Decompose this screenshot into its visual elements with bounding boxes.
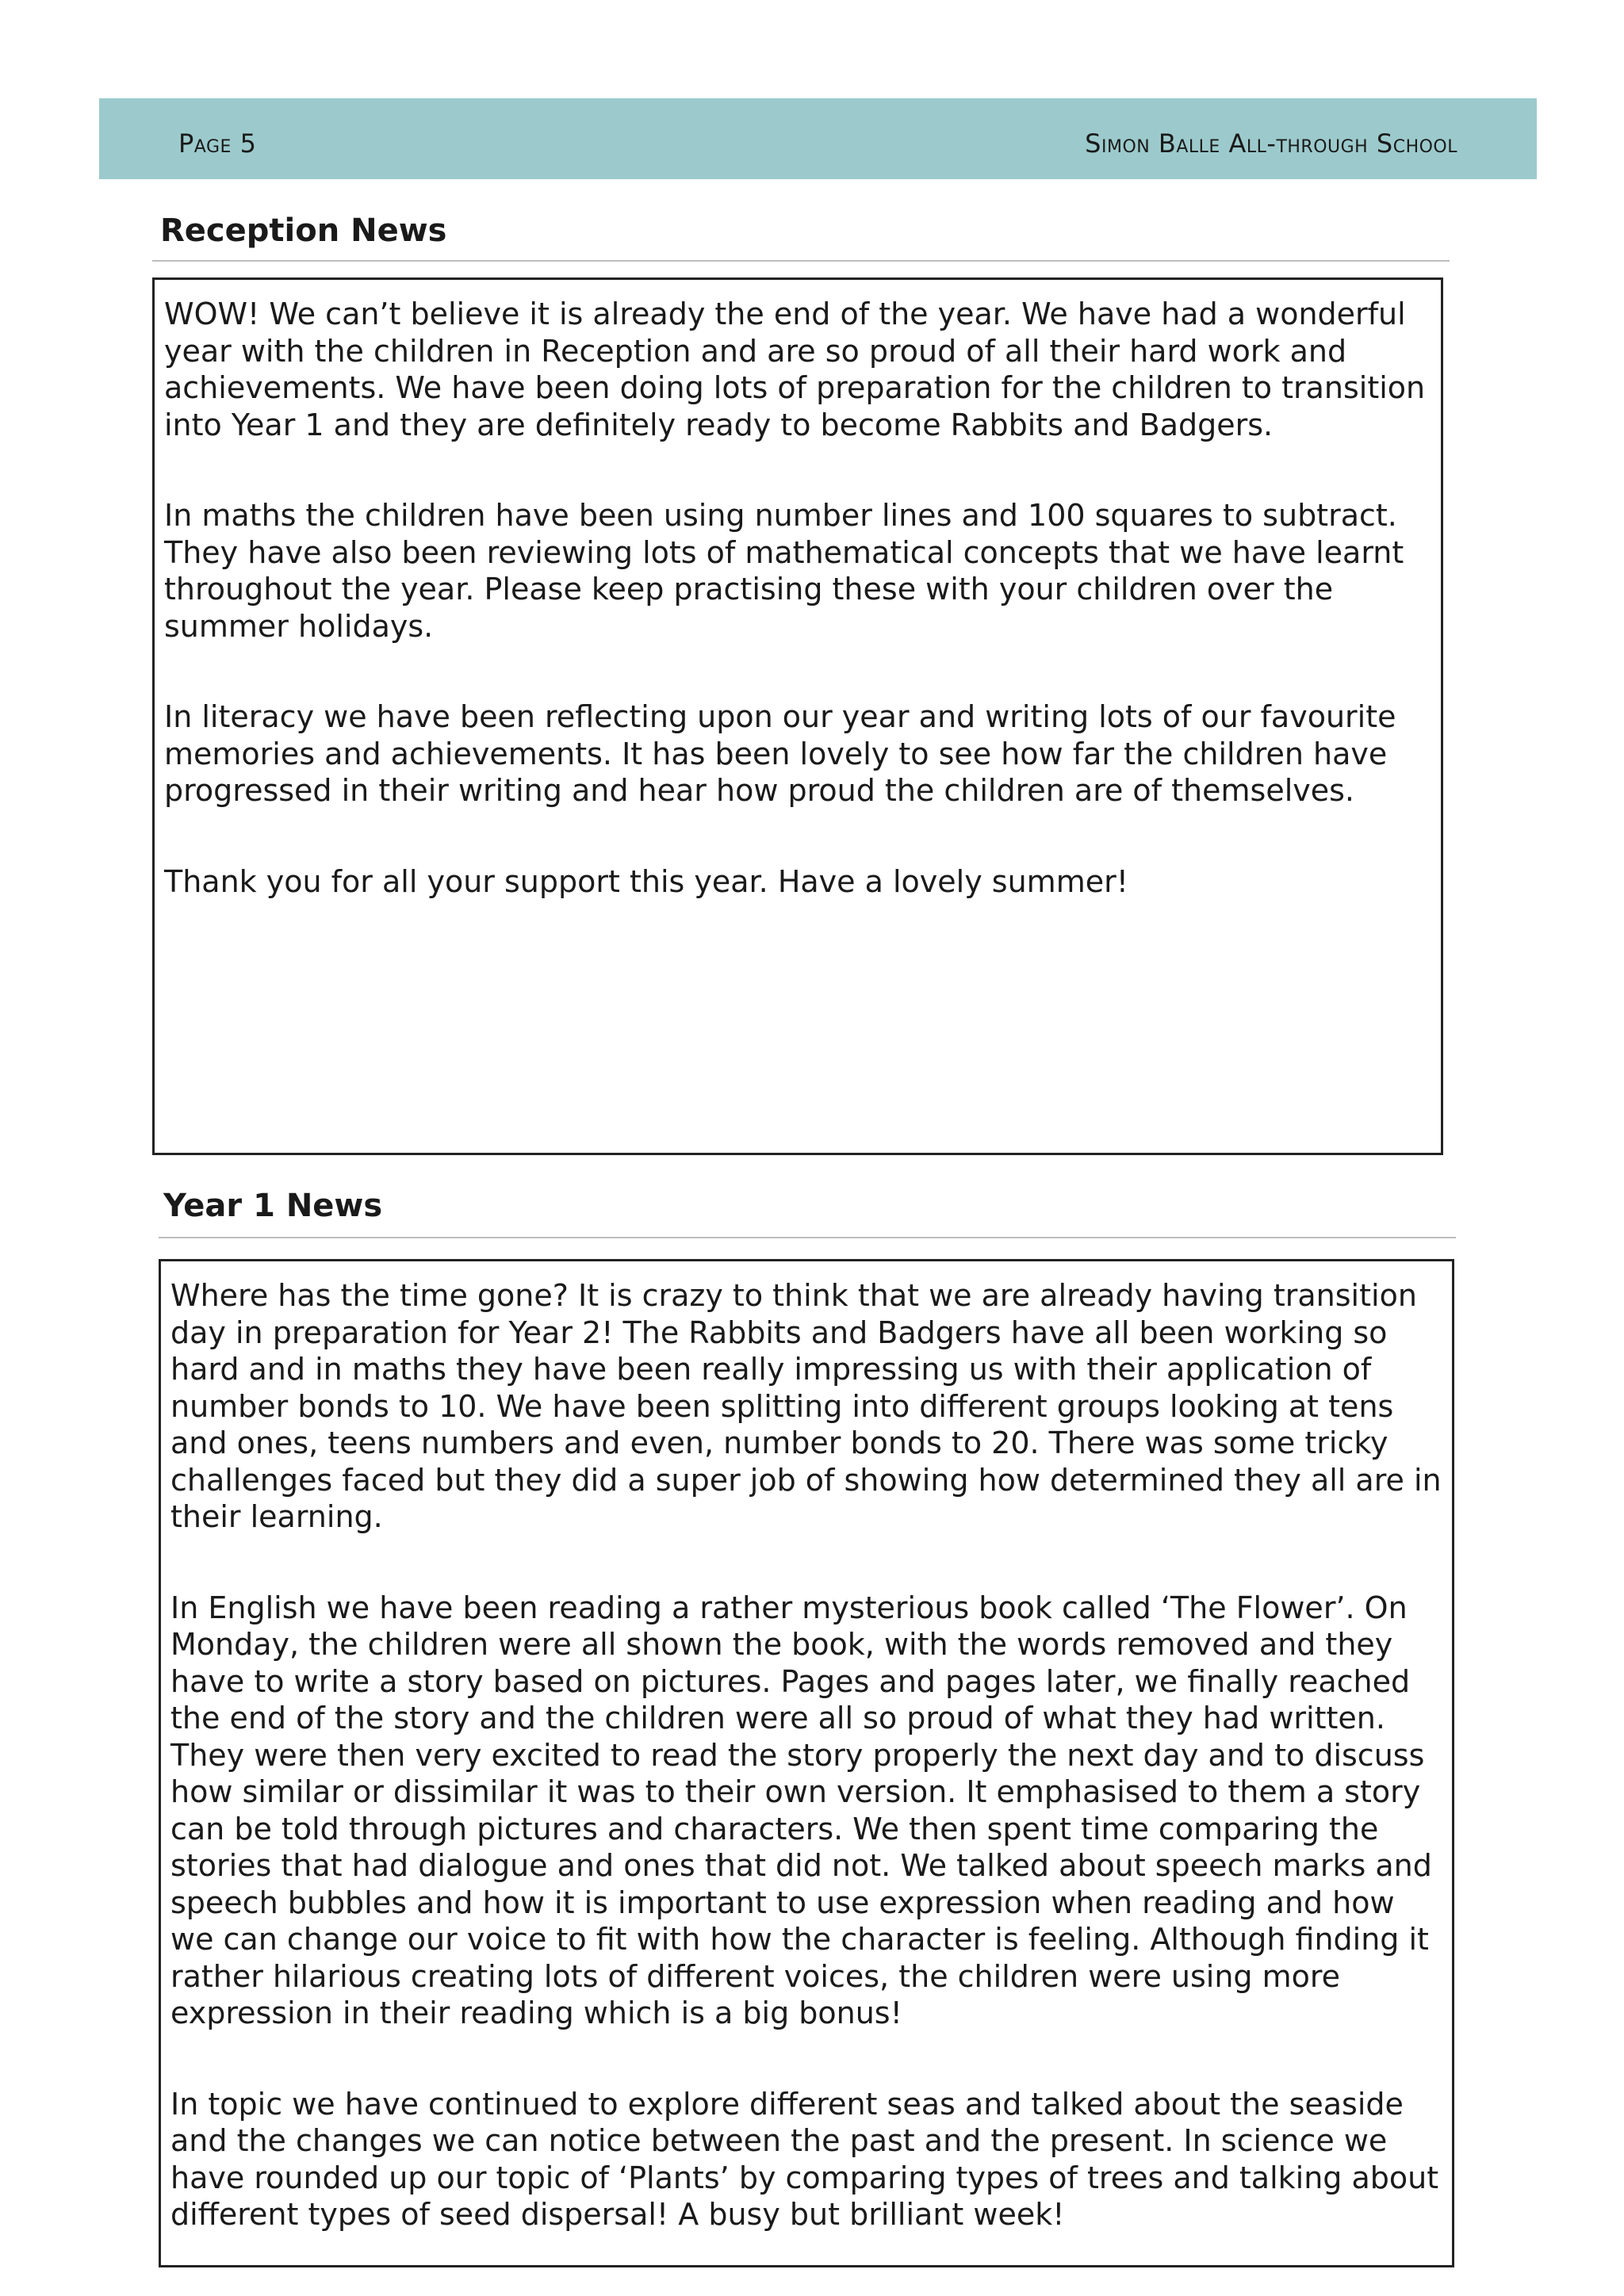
school-name: Simon Balle All-through School bbox=[1085, 128, 1457, 159]
reception-divider bbox=[152, 260, 1450, 262]
year1-paragraph-1: Where has the time gone? It is crazy to think that we are already having transition day in preparation for Year 2! The Rabbits and Badgers have all been working so hard and in maths they have been really impressing us with their application of number bonds to 10. We have been splitting into different groups looking at tens and ones, teens numbers and even, number bonds to 20. There was some tricky challenges faced but they did a super job of showing how determined they all are in their learning. bbox=[170, 1278, 1442, 1534]
page-header bbox=[99, 98, 1537, 179]
page-number: Page 5 bbox=[178, 128, 257, 159]
year1-paragraph-2: In English we have been reading a rather mysterious book called ‘The Flower’. On Monday, the children were all shown the book, with the words removed and they have to write a story based on pictures. Pages and pages later, we finally reached the end of the story and the children were all so proud of what they had written. They were then very excited to read the story properly the next day and to discuss how similar or dissimilar it was to their own version. It emphasised to them a story can be told through pictures and characters. We then spent time comparing the stories that had dialogue and ones that did not. We talked about speech marks and speech bubbles and how it is important to use expression when reading and how we can change our voice to fit with how the character is feeling. Although finding it rather hilarious creating lots of different voices, the children were using more expression in their reading which is a big bonus! bbox=[170, 1590, 1432, 2030]
year1-paragraph-3: In topic we have continued to explore different seas and talked about the seaside and the changes we can notice between the past and the present. In science we have rounded up our topic of ‘Plants’ by comparing types of trees and talking about different types of seed dispersal! A busy but brilliant week! bbox=[170, 2086, 1439, 2232]
reception-paragraph-3: In literacy we have been reflecting upon our year and writing lots of our favourite memories and achievements. It has been lovely to see how far the children have progressed in their writing and hear how proud the children are of themselves. bbox=[164, 699, 1396, 808]
reception-news-box bbox=[152, 277, 1443, 1155]
reception-paragraph-2: In maths the children have been using number lines and 100 squares to subtract. They have also been reviewing lots of mathematical concepts that we have learnt throughout the year. Please keep practising these with your children over the summer holidays. bbox=[164, 498, 1404, 644]
year1-divider bbox=[159, 1237, 1456, 1238]
reception-paragraph-4: Thank you for all your support this year. Have a lovely summer! bbox=[164, 863, 1128, 899]
reception-news-title: Reception News bbox=[160, 212, 447, 249]
year1-news-title: Year 1 News bbox=[163, 1188, 383, 1224]
year1-news-box bbox=[159, 1259, 1454, 2267]
reception-paragraph-1: WOW! We can’t believe it is already the end of the year. We have had a wonderful year with the children in Reception and are so proud of all their hard work and achievements. We have been doing lots of preparation for the children to transition into Year 1 and they are definitely ready to become Rabbits and Badgers. bbox=[164, 297, 1426, 442]
